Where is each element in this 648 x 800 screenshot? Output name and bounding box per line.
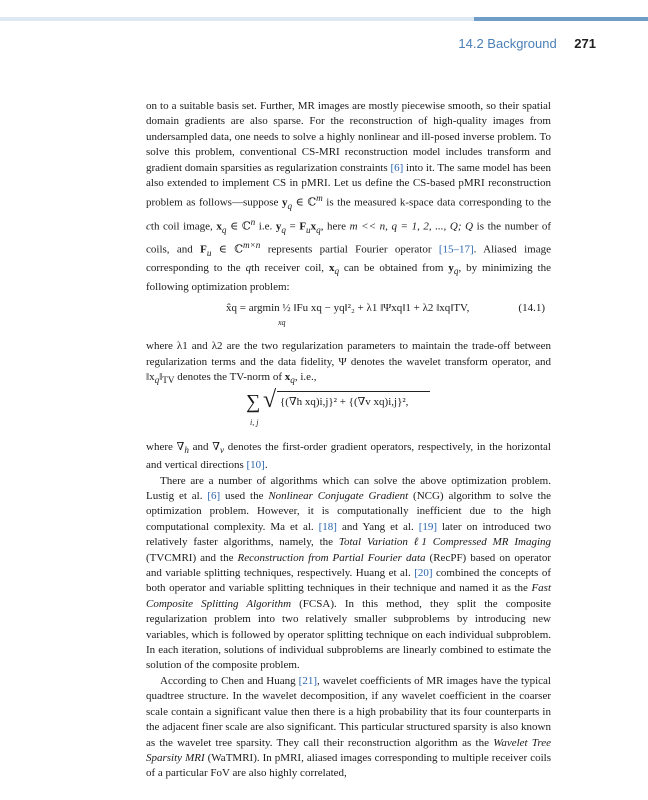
paragraph-4: There are a number of algorithms which can solve the above optimization problem. Lustig et al. [6] used the Nonlinear Conjugate Gradient (NCG) algorithm to solve the optimization problem. However, it is computationally inefficient due to the high computational complexity. Ma et al. [18] and Yang et al. [19] later on introduced two relatively faster algorithms, namely, the Total Variation ℓ1 Compressed MR Imaging (TVCMRI) and the Reconstruction from Partial Fourier data (RecPF) based on operator and variable splitting techniques, respectively. Huang et al. [20] combined the concepts of both operator and variable splitting techniques in their technique and named it as the Fast Composite Splitting Algorithm (FCSA). In this method, they split the composite regularization problem into two relatively smaller subproblems by introducing new variables, which is followed by operator splitting technique on each individual subproblem. In each iteration, solutions of individual subproblems are linearly combined to estimate the solution of the composite problem. bbox=[146, 474, 552, 672]
equation-14-1 bbox=[146, 299, 551, 333]
summation-subscript: i, j bbox=[250, 417, 259, 427]
tv-norm-expression: {(∇h xq)i,j}² + {(∇v xq)i,j}², bbox=[280, 395, 409, 408]
header-band bbox=[0, 0, 648, 28]
paragraph-3: where $\nabla_h$ and $\nabla_v$ denotes the first-order gradient operators, respectively, in the horizontal and vertical directions [10]. bbox=[146, 440, 551, 472]
equation-number: (14.1) bbox=[518, 302, 545, 315]
paragraph-1: on to a suitable basis set. Further, MR images are mostly piecewise smooth, so their spatial domain gradients are also sparse. For the reconstruction of high-quality images from undersampled data, one needs to solve a highly nonlinear and ill-posed inverse problem. To solve this problem, conventional CS-MRI reconstruction model includes transform and gradient domain sparsities as regularization constraints [6] into it. The same model has been also extended to implement CS in pMRI. Let us define the CS-based pMRI reconstruction problem as follows—suppose $y_q$ ∈ ℂ$^m$ is the measured k-space data corresponding to the cth coil image, $x_q$ ∈ ℂ$^n$ i.e. $y_q = F_ux_q$, here m << n, q = 1, 2, ..., Q; Q is the number of coils, and $F_u$ ∈ ℂ$^{m\times n}$ represents partial Fourier operator [15–17]. Aliased image corresponding to the qth receiver coil, $x_q$ can be obtained from $y_q$, by minimizing the following optimization problem: bbox=[146, 100, 552, 293]
page-number: 271 bbox=[574, 36, 596, 51]
paragraph-5: According to Chen and Huang [21], wavelet coefficients of MR images have the typical quadtree structure. In the wavelet decomposition, if any wavelet coefficient in the coarser scale contain a significant value then there is a high probability that its four counterparts in the adjacent finer scale are also significant. This particular structured sparsity is also known as the wavelet tree sparsity. They call their reconstruction algorithm as the Wavelet Tree Sparsity MRI (WaTMRI). In pMRI, aliased images corresponding to multiple receiver coils of a particular FoV are also highly correlated, bbox=[146, 674, 552, 780]
equation-tv-norm bbox=[146, 386, 551, 432]
header-band-accent bbox=[474, 17, 648, 21]
citation-link[interactable]: [6] bbox=[207, 490, 221, 502]
paragraph-2: where λ1 and λ2 are the two regularization parameters to maintain the trade-off between regularization terms and the data fidelity, Ψ denotes the wavelet transform operator, and $‖x_q‖_{TV}$ denotes the TV-norm of $x_q$, i.e., bbox=[146, 340, 551, 386]
body-text bbox=[146, 99, 551, 782]
citation-link[interactable]: [10] bbox=[246, 459, 265, 472]
radical-symbol: √ bbox=[263, 386, 277, 413]
citation-link[interactable]: [19] bbox=[418, 520, 438, 533]
section-title: 14.2 Background bbox=[458, 36, 557, 51]
citation-link[interactable]: [6] bbox=[390, 161, 404, 174]
radical-bar bbox=[277, 391, 430, 392]
citation-link[interactable]: [21] bbox=[298, 674, 317, 687]
equation-body: x̂q = argmin ½ ‖Fu xq − yq‖²₂ + λ1 ‖Ψxq‖1 + λ2 ‖xq‖TV, bbox=[226, 302, 470, 315]
equation-argmin-subscript: xq bbox=[278, 318, 286, 328]
citation-link[interactable]: [18] bbox=[318, 520, 337, 533]
citation-link[interactable]: [20] bbox=[414, 567, 433, 580]
citation-link[interactable]: [15–17] bbox=[438, 243, 474, 256]
running-head bbox=[458, 36, 596, 51]
summation-symbol: ∑ bbox=[246, 390, 261, 413]
